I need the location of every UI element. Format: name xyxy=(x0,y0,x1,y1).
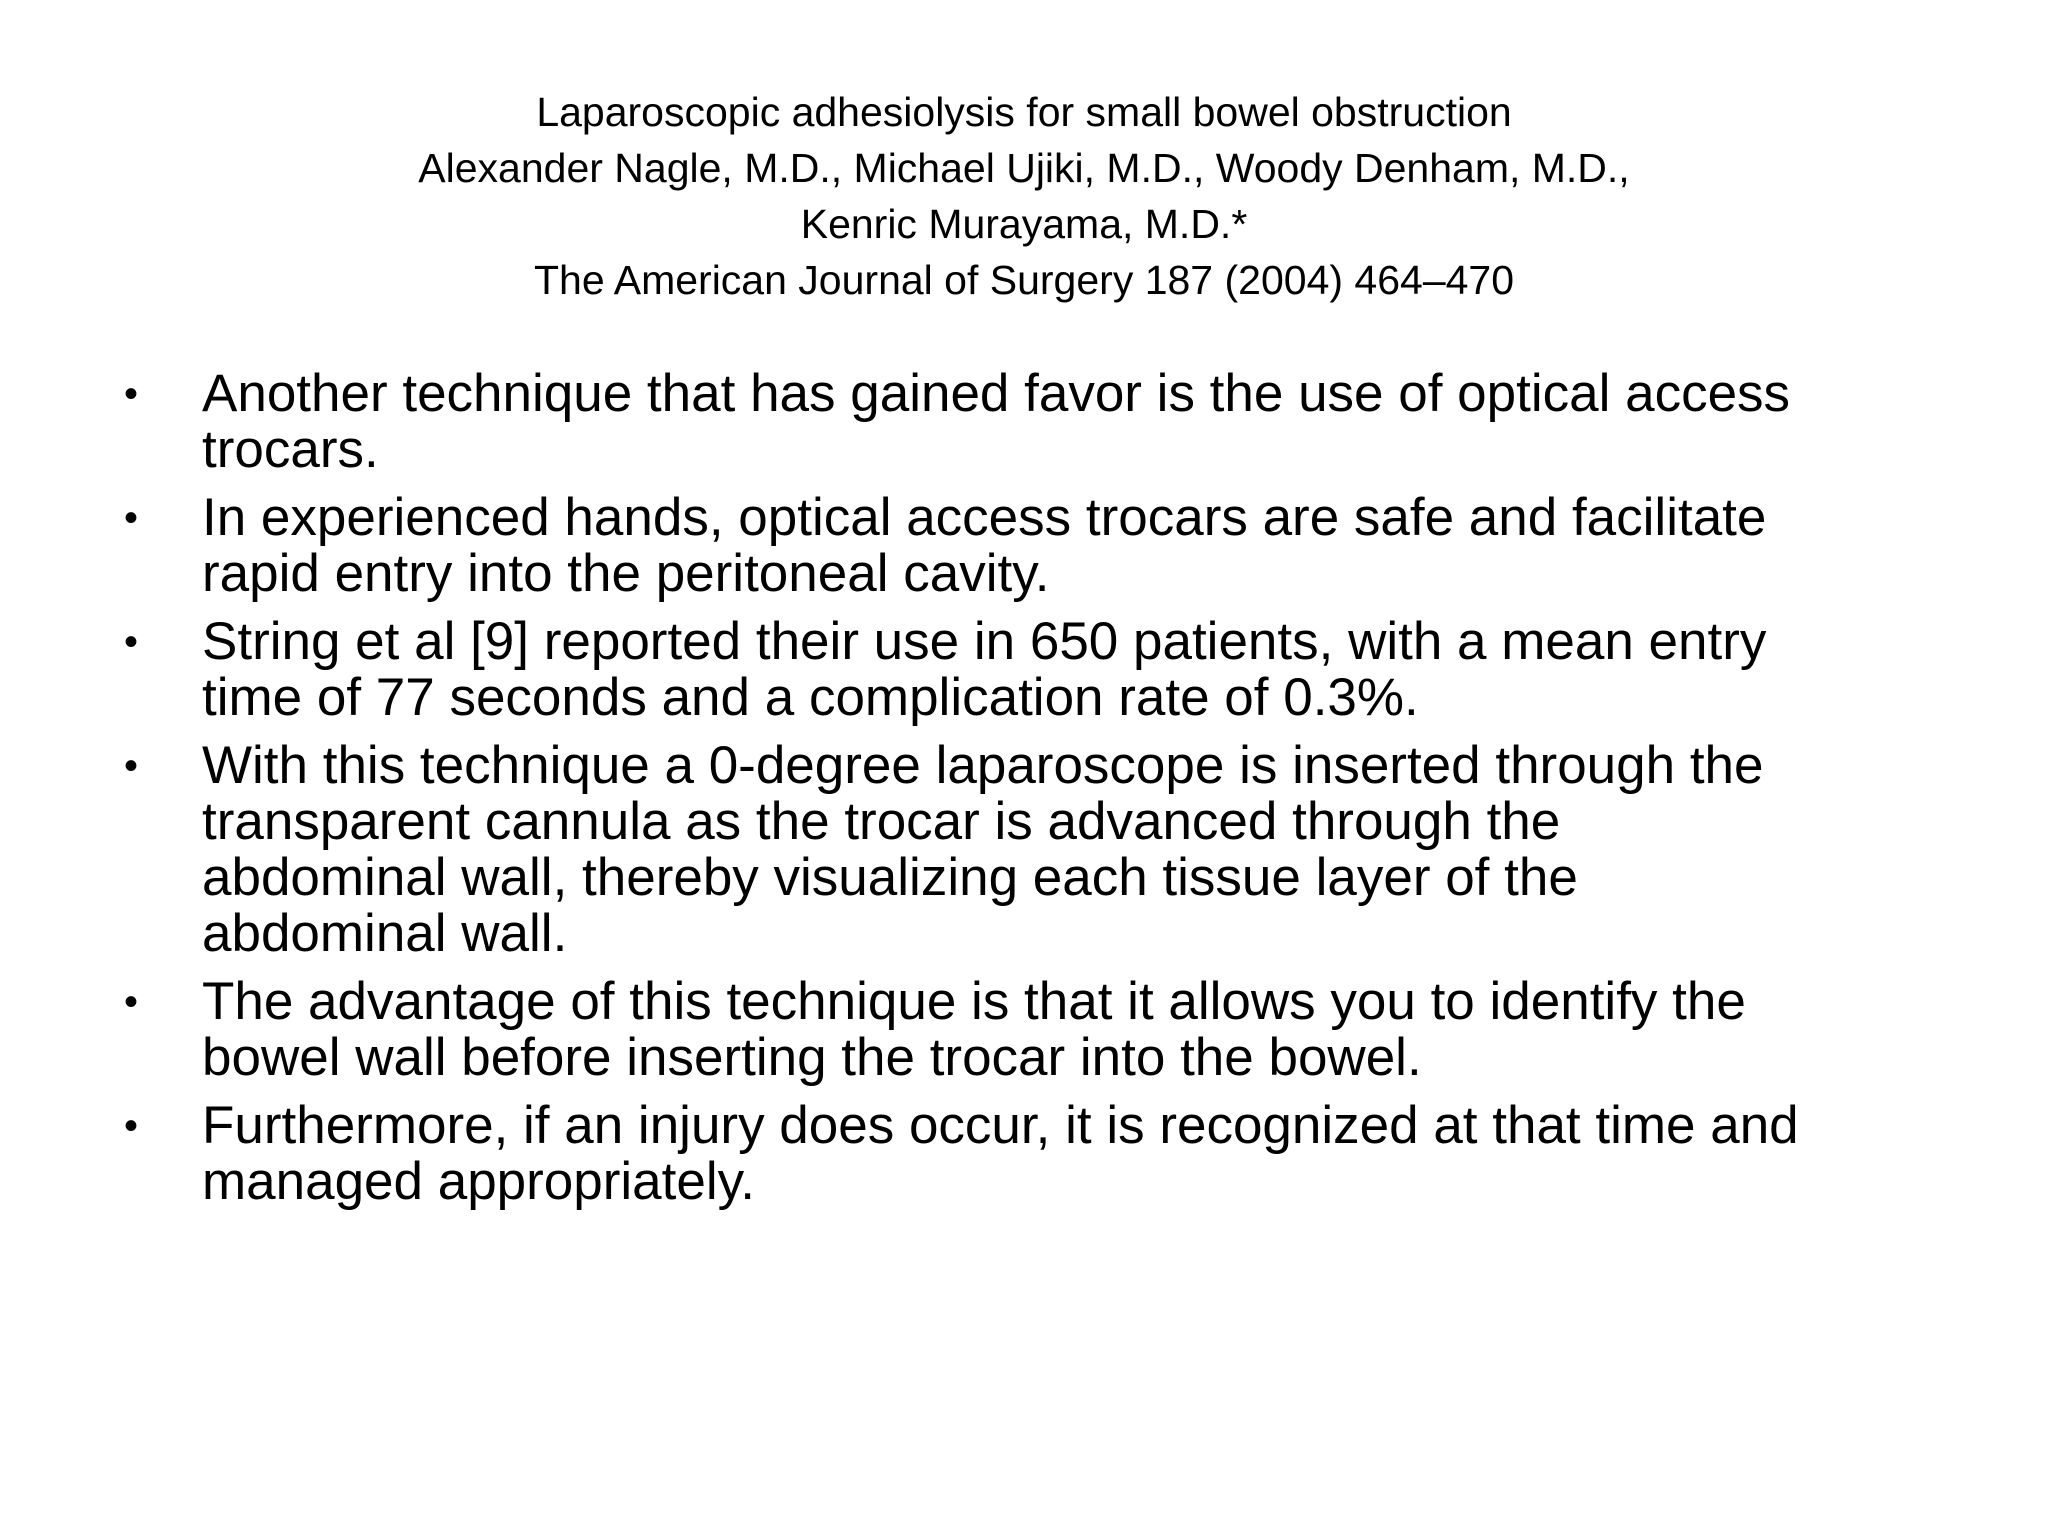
bullet-dot-icon: • xyxy=(124,1104,139,1148)
bullet-text-line: In experienced hands, optical access trocars are safe and facilitate xyxy=(202,488,1767,547)
citation-header xyxy=(0,84,2048,308)
bullet-text-line: rapid entry into the peritoneal cavity. xyxy=(202,544,1050,603)
bullet-text-line: time of 77 seconds and a complication rate of 0.3%. xyxy=(202,668,1419,727)
bullet-list xyxy=(120,366,2000,1222)
bullet-text-line: Another technique that has gained favor is the use of optical access xyxy=(202,364,1791,423)
bullet-dot-icon: • xyxy=(124,744,139,788)
bullet-item xyxy=(120,1098,2000,1210)
authors-line-1: Alexander Nagle, M.D., Michael Ujiki, M.D., Woody Denham, M.D., xyxy=(418,145,1630,191)
authors-line-2: Kenric Murayama, M.D.* xyxy=(800,201,1248,247)
bullet-item xyxy=(120,738,2000,962)
bullet-text-line: managed appropriately. xyxy=(202,1152,755,1211)
bullet-text-line: The advantage of this technique is that it allows you to identify the xyxy=(202,972,1746,1031)
paper-title: Laparoscopic adhesiolysis for small bowel obstruction xyxy=(536,89,1512,135)
bullet-item xyxy=(120,490,2000,602)
bullet-text-line: String et al [9] reported their use in 650 patients, with a mean entry xyxy=(202,612,1767,671)
bullet-text-line: With this technique a 0-degree laparoscope is inserted through the xyxy=(202,736,1764,795)
bullet-text-line: abdominal wall. xyxy=(202,904,568,963)
bullet-item xyxy=(120,974,2000,1086)
bullet-text-line: transparent cannula as the trocar is advanced through the xyxy=(202,792,1561,851)
bullet-item xyxy=(120,614,2000,726)
bullet-dot-icon: • xyxy=(124,620,139,664)
bullet-text-line: bowel wall before inserting the trocar into the bowel. xyxy=(202,1028,1422,1087)
bullet-text-line: abdominal wall, thereby visualizing each tissue layer of the xyxy=(202,848,1578,907)
bullet-dot-icon: • xyxy=(124,372,139,416)
bullet-text-line: Furthermore, if an injury does occur, it is recognized at that time and xyxy=(202,1096,1799,1155)
journal-citation: The American Journal of Surgery 187 (2004) 464–470 xyxy=(533,257,1515,303)
bullet-dot-icon: • xyxy=(124,980,139,1024)
bullet-text-line: trocars. xyxy=(202,420,379,479)
bullet-item xyxy=(120,366,2000,478)
bullet-dot-icon: • xyxy=(124,496,139,540)
